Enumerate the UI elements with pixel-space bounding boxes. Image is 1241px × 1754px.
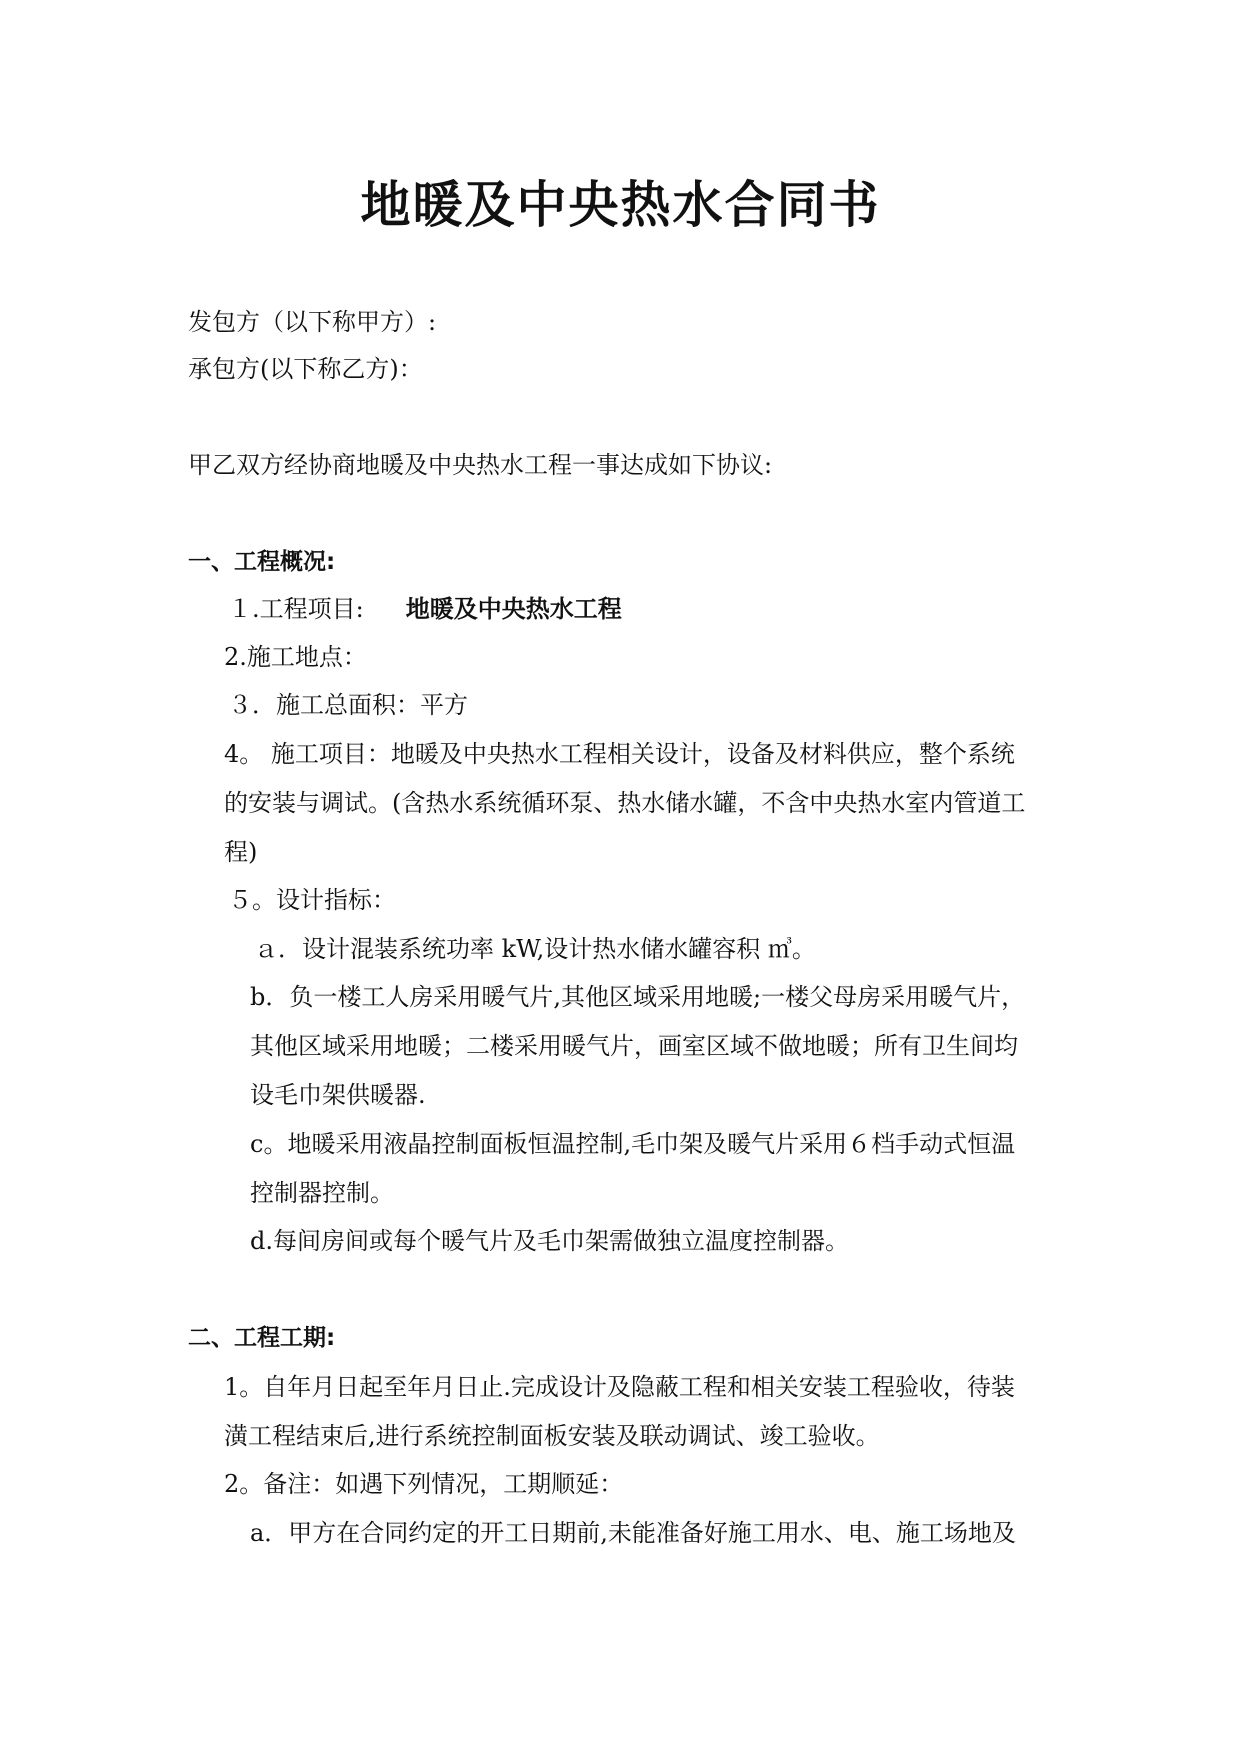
overview-item-4-line1: 4。 施工项目：地暖及中央热水工程相关设计，设备及材料供应，整个系统 — [224, 740, 1015, 768]
schedule-item-2-a: a．甲方在合同约定的开工日期前,未能准备好施工用水、电、施工场地及 — [250, 1519, 1016, 1547]
design-spec-b-line3: 设毛巾架供暖器. — [250, 1081, 426, 1109]
overview-item-5: ５。设计指标： — [228, 886, 396, 914]
design-spec-a: ａ．设计混装系统功率 kW,设计热水储水罐容积 ㎥。 — [254, 935, 816, 963]
overview-item-4-line2: 的安装与调试。(含热水系统循环泵、热水储水罐，不含中央热水室内管道工 — [224, 789, 1026, 817]
design-spec-d: d.每间房间或每个暖气片及毛巾架需做独立温度控制器。 — [250, 1227, 849, 1255]
document-title: 地暖及中央热水合同书 — [360, 176, 881, 234]
project-label: １.工程项目: — [228, 595, 364, 623]
design-spec-c-line1: c。地暖采用液晶控制面板恒温控制,毛巾架及暖气片采用６档手动式恒温 — [250, 1130, 1016, 1158]
schedule-item-2: 2。备注：如遇下列情况，工期顺延： — [224, 1470, 624, 1498]
overview-item-2: 2.施工地点： — [224, 643, 367, 671]
project-value: 地暖及中央热水工程 — [405, 595, 622, 623]
overview-item-3: ３．施工总面积：平方 — [228, 691, 468, 719]
section-heading-overview: 一、工程概况: — [188, 549, 336, 575]
overview-item-1 — [228, 592, 622, 626]
design-spec-b-line2: 其他区域采用地暖；二楼采用暖气片，画室区域不做地暖；所有卫生间均 — [250, 1032, 1018, 1060]
overview-item-4-line3: 程) — [224, 838, 258, 866]
party-b-line: 承包方(以下称乙方)： — [188, 355, 423, 383]
party-a-line: 发包方（以下称甲方）: — [188, 308, 437, 336]
schedule-item-1-line1: 1。自年月日起至年月日止.完成设计及隐蔽工程和相关安装工程验收，待装 — [224, 1373, 1015, 1401]
design-spec-b-line1: b．负一楼工人房采用暖气片,其他区域采用地暖;一楼父母房采用暖气片， — [250, 983, 1026, 1011]
intro-paragraph: 甲乙双方经协商地暖及中央热水工程一事达成如下协议: — [188, 451, 773, 479]
schedule-item-1-line2: 潢工程结束后,进行系统控制面板安装及联动调试、竣工验收。 — [224, 1422, 880, 1450]
section-heading-schedule: 二、工程工期: — [188, 1325, 336, 1351]
design-spec-c-line2: 控制器控制。 — [250, 1179, 394, 1207]
